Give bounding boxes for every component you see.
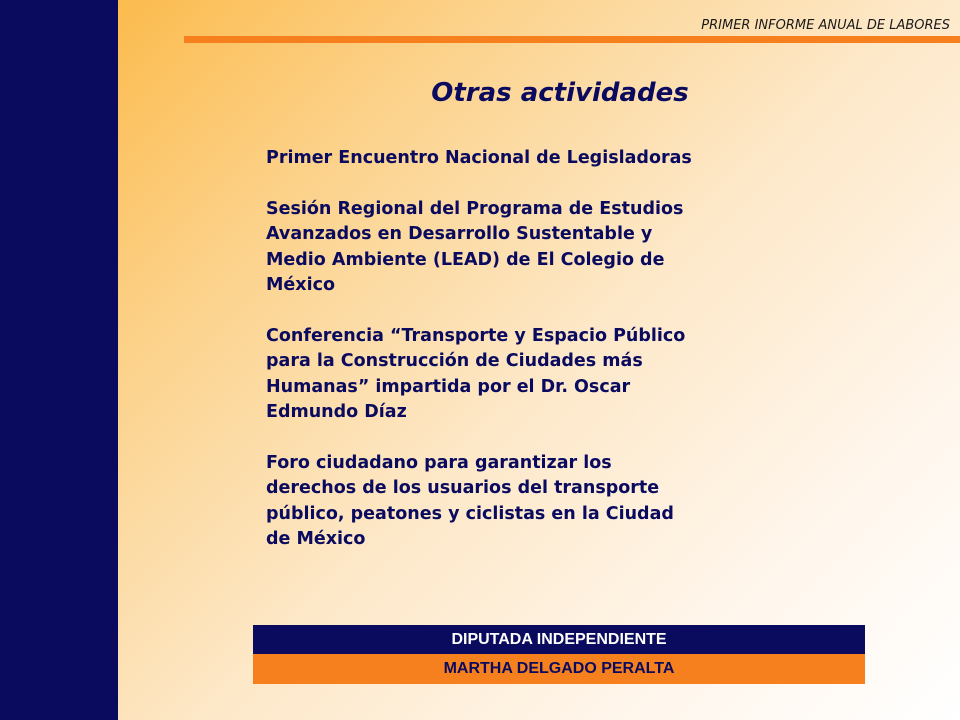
footer-name: MARTHA DELGADO PERALTA bbox=[253, 654, 865, 684]
activity-item: Foro ciudadano para garantizar los derechos de los usuarios del transporte público, peatones y ciclistas en la Ciudad de México bbox=[266, 452, 674, 549]
activity-item: Primer Encuentro Nacional de Legisladoras bbox=[266, 148, 692, 168]
activities-list bbox=[266, 146, 696, 578]
footer-role: DIPUTADA INDEPENDIENTE bbox=[253, 625, 865, 654]
report-header-title: PRIMER INFORME ANUAL DE LABORES bbox=[701, 18, 950, 33]
activity-item: Sesión Regional del Programa de Estudios Avanzados en Desarrollo Sustentable y Medio Ambiente (LEAD) de El Colegio de México bbox=[266, 198, 684, 295]
header-divider bbox=[184, 36, 960, 43]
activity-item: Conferencia “Transporte y Espacio Público para la Construcción de Ciudades más Humanas” impartida por el Dr. Oscar Edmundo Díaz bbox=[266, 325, 686, 422]
left-sidebar-bar bbox=[0, 0, 118, 720]
slide-title: Otras actividades bbox=[431, 78, 689, 108]
footer-banner bbox=[253, 625, 865, 684]
